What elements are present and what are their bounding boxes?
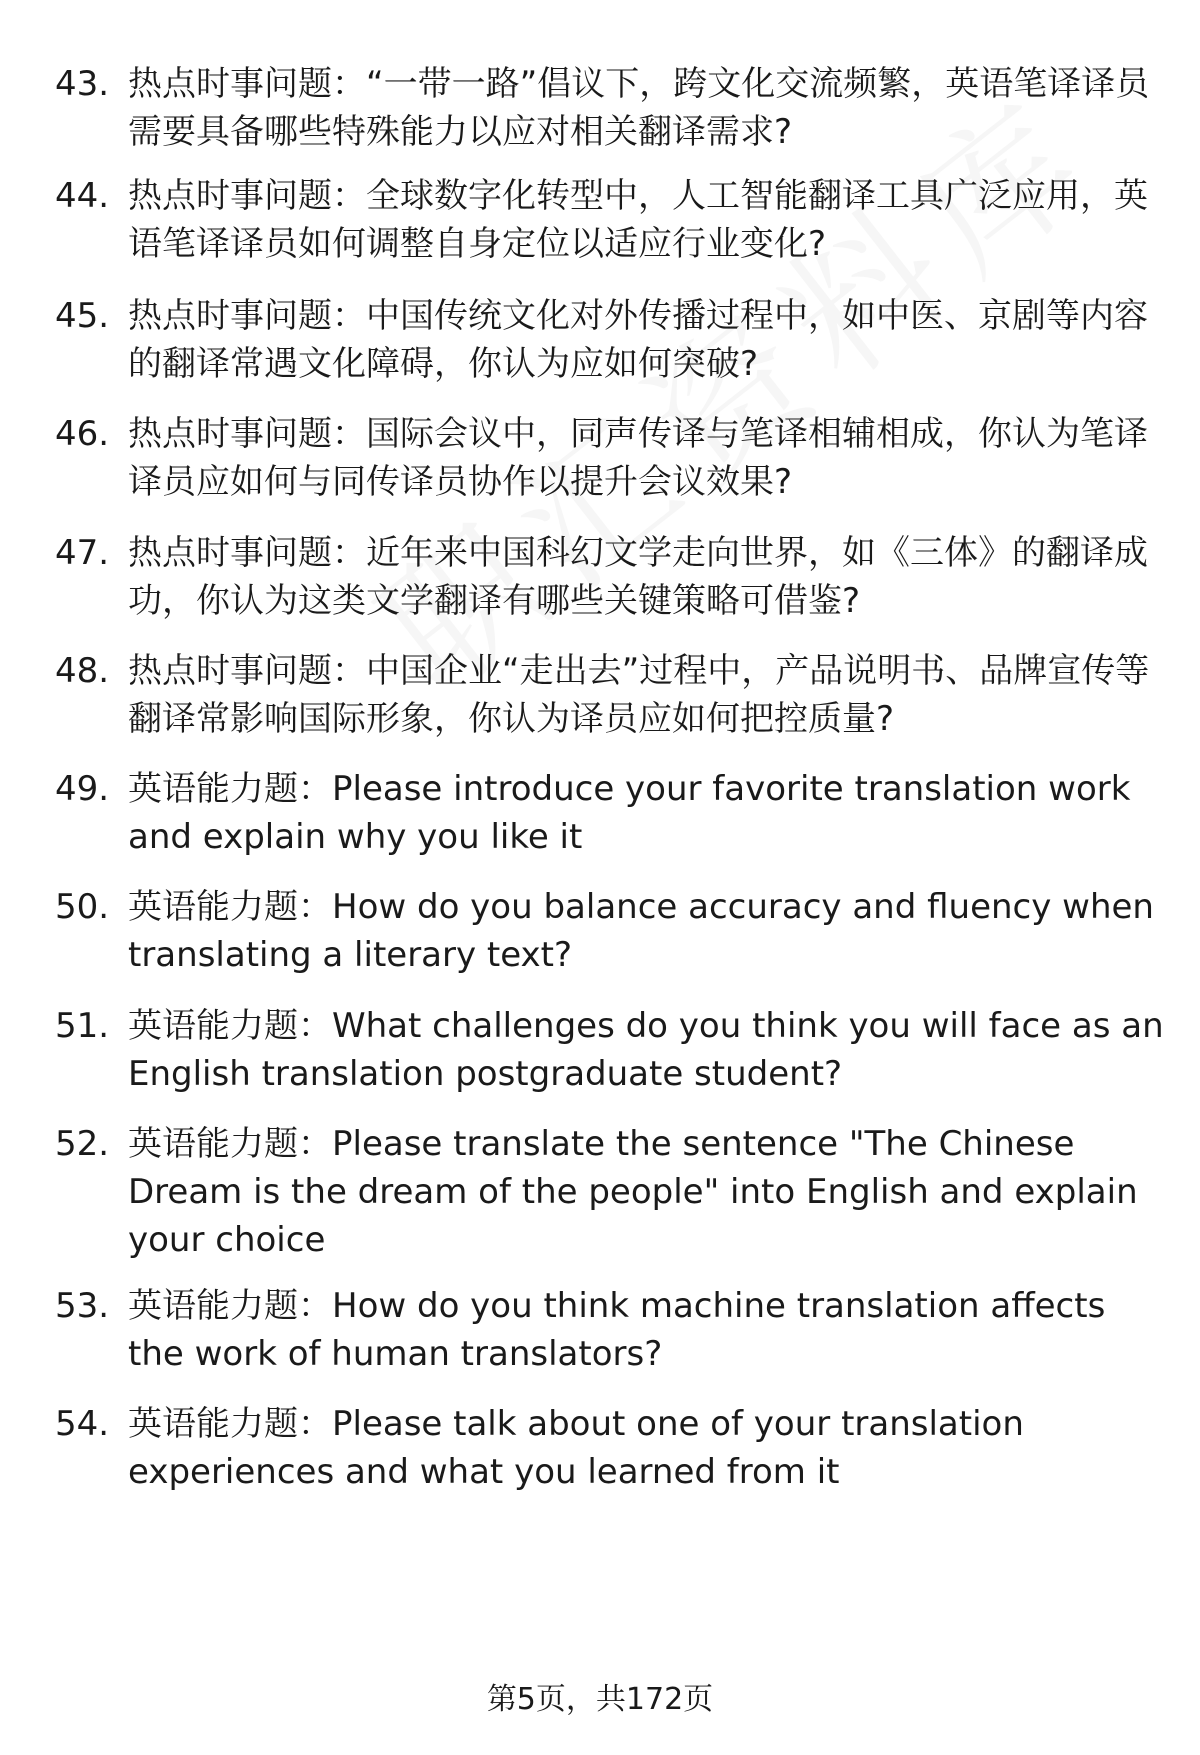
question-text: 热点时事问题：“一带一路”倡议下，跨文化交流频繁，英语笔译译员需要具备哪些特殊能力以应对相关翻译需求? bbox=[128, 64, 1150, 152]
question-number: 45. bbox=[55, 296, 110, 336]
question-text: 英语能力题：Please translate the sentence "The Chinese Dream is the dream of the people" into English and explain your choice bbox=[128, 1124, 1138, 1260]
question-number: 52. bbox=[55, 1124, 110, 1164]
question-number: 44. bbox=[55, 176, 110, 216]
question-text: 英语能力题：How do you think machine translation affects the work of human translators? bbox=[128, 1286, 1106, 1374]
question-text: 热点时事问题：中国传统文化对外传播过程中，如中医、京剧等内容的翻译常遇文化障碍，你认为应如何突破? bbox=[128, 296, 1148, 384]
question-number: 50. bbox=[55, 887, 110, 927]
question-text: 英语能力题：How do you balance accuracy and fluency when translating a literary text? bbox=[128, 887, 1154, 975]
question-number: 46. bbox=[55, 414, 110, 454]
question-text: 英语能力题：Please introduce your favorite translation work and explain why you like it bbox=[128, 769, 1131, 857]
question-text: 英语能力题：What challenges do you think you will face as an English translation postgraduate student? bbox=[128, 1006, 1164, 1094]
page-number-footer: 第5页，共172页 bbox=[486, 1682, 714, 1717]
question-text: 热点时事问题：国际会议中，同声传译与笔译相辅相成，你认为笔译译员应如何与同传译员协作以提升会议效果? bbox=[128, 414, 1148, 502]
question-number: 53. bbox=[55, 1286, 110, 1326]
question-text: 热点时事问题：近年来中国科幻文学走向世界，如《三体》的翻译成功，你认为这类文学翻译有哪些关键策略可借鉴? bbox=[128, 533, 1148, 621]
question-number: 47. bbox=[55, 533, 110, 573]
question-number: 51. bbox=[55, 1006, 110, 1046]
question-text: 英语能力题：Please talk about one of your translation experiences and what you learned from it bbox=[128, 1404, 1024, 1492]
question-number: 48. bbox=[55, 651, 110, 691]
question-text: 热点时事问题：中国企业“走出去”过程中，产品说明书、品牌宣传等翻译常影响国际形象，你认为译员应如何把控质量? bbox=[128, 651, 1150, 739]
question-number: 54. bbox=[55, 1404, 110, 1444]
question-number: 43. bbox=[55, 64, 110, 104]
question-number: 49. bbox=[55, 769, 110, 809]
question-text: 热点时事问题：全球数字化转型中，人工智能翻译工具广泛应用，英语笔译译员如何调整自身定位以适应行业变化? bbox=[128, 176, 1148, 264]
